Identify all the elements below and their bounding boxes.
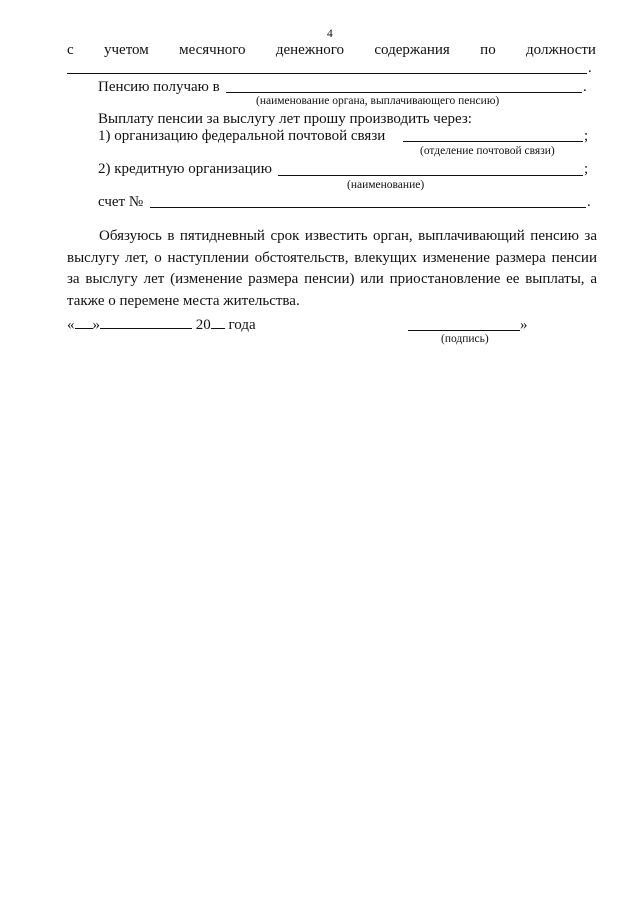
year-blank[interactable] xyxy=(211,328,225,329)
obligation-text: Обязуюсь в пятидневный срок известить орган, выплачивающий пенсию за выслугу лет, о наступлении обстоятельств, влекущих изменение размера пенсии за выслугу лет (изменение размера пенсии) или приостановление ее выплаты, а также о перемене места жительства. xyxy=(67,228,597,309)
year-prefix: 20 xyxy=(195,317,211,333)
salary-line xyxy=(67,42,596,59)
page-number: 4 xyxy=(327,28,333,40)
day-blank[interactable] xyxy=(75,328,93,329)
pension-authority-hint: (наименование органа, выплачивающего пенсию) xyxy=(256,95,500,107)
obligation-paragraph xyxy=(67,226,597,312)
position-blank-line[interactable] xyxy=(67,73,587,74)
signature-blank[interactable] xyxy=(408,330,520,331)
word: содержания xyxy=(374,42,450,58)
account-label: счет № xyxy=(98,194,144,210)
option-credit-org-label: 2) кредитную организацию xyxy=(98,161,272,177)
credit-org-hint: (наименование) xyxy=(347,179,425,191)
payment-intro: Выплату пенсии за выслугу лет прошу производить через: xyxy=(98,111,472,127)
line-end-semicolon: ; xyxy=(584,161,589,177)
quote-open: « xyxy=(67,317,75,333)
account-number-blank[interactable] xyxy=(150,207,586,208)
line-end-period: . xyxy=(583,79,587,95)
word: с xyxy=(67,42,74,58)
word: должности xyxy=(526,42,596,58)
word: месячного xyxy=(179,42,246,58)
date-line xyxy=(67,317,256,334)
option-post-office-label: 1) организацию федеральной почтовой связи xyxy=(98,128,386,144)
post-office-hint: (отделение почтовой связи) xyxy=(420,145,555,157)
line-end-period: . xyxy=(587,194,591,210)
word: денежного xyxy=(275,42,345,58)
line-end-period: . xyxy=(588,60,592,76)
word: учетом xyxy=(104,42,149,58)
post-office-blank[interactable] xyxy=(403,141,583,142)
pension-receipt-label: Пенсию получаю в xyxy=(98,79,220,95)
credit-org-blank[interactable] xyxy=(278,175,583,176)
signature-hint: (подпись) xyxy=(441,333,489,345)
quote-close: » xyxy=(92,317,100,333)
year-suffix: года xyxy=(228,317,256,333)
word: по xyxy=(480,42,496,58)
line-end-semicolon: ; xyxy=(584,128,589,144)
signature-quote-close: » xyxy=(520,317,528,333)
pension-authority-blank[interactable] xyxy=(226,92,582,93)
month-blank[interactable] xyxy=(100,328,192,329)
